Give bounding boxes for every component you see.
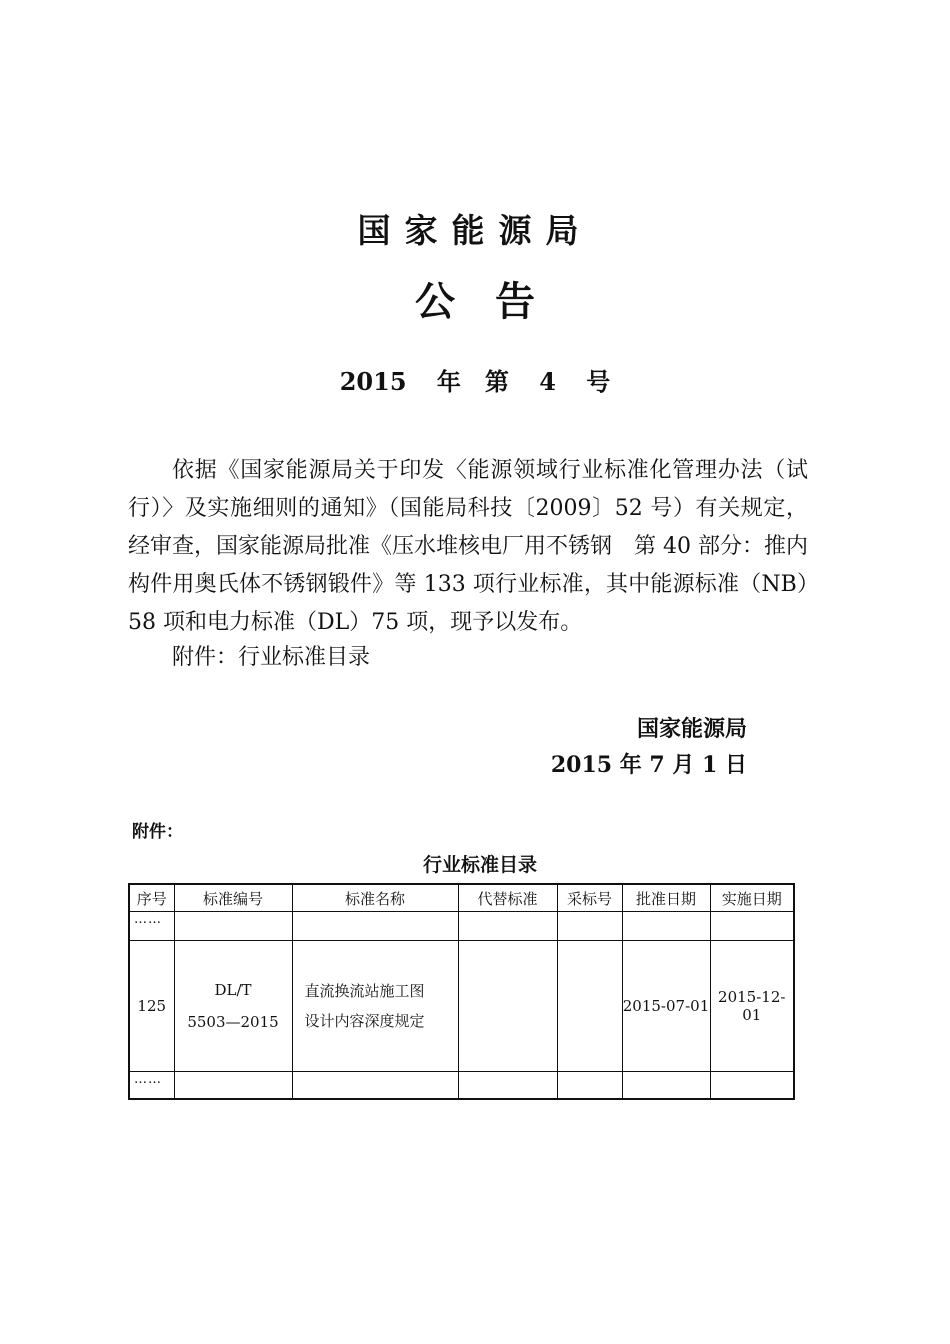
ellipsis-bottom: …… <box>129 1072 174 1100</box>
standards-table <box>128 883 795 1100</box>
row-code-line1: DL/T <box>214 981 252 999</box>
table-row <box>129 912 794 941</box>
signature-org: 国家能源局 <box>636 717 747 742</box>
row-code <box>174 941 292 1072</box>
body-paragraph: 依据《国家能源局关于印发〈能源领域行业标准化管理办法（试行）〉及实施细则的通知》（国能局科技〔2009〕52 号）有关规定，经审查，国家能源局批准《压水堆核电厂用不锈钢 第 40 部分：推内构件用奥氏体不锈钢锻件》等 133 项行业标准，其中能源标准（NB）58 项和电力标准（DL）75 项，现予以发布。 <box>128 458 808 635</box>
row-replaces <box>458 941 557 1072</box>
row-seq: 125 <box>129 941 174 1072</box>
col-name: 标准名称 <box>292 884 458 912</box>
row-name-line1: 直流换流站施工图 <box>304 982 425 1000</box>
signature-date: 2015 年 7 月 1 日 <box>550 752 747 778</box>
row-code-line2: 5503—2015 <box>187 1013 279 1031</box>
announcement-body <box>128 452 808 642</box>
row-adopted <box>557 941 622 1072</box>
announcement-title: 公告 <box>415 279 575 325</box>
attachment-note: 附件：行业标准目录 <box>172 645 371 670</box>
announcement-number: 2015 年 第 4 号 <box>339 367 611 396</box>
col-effective-date: 实施日期 <box>710 884 794 912</box>
row-effective-date: 2015-12-01 <box>710 941 794 1072</box>
col-adopted: 采标号 <box>557 884 622 912</box>
table-title: 行业标准目录 <box>422 854 537 876</box>
attachment-label: 附件： <box>132 822 183 842</box>
col-code: 标准编号 <box>174 884 292 912</box>
col-replaces: 代替标准 <box>458 884 557 912</box>
ellipsis-top: …… <box>129 912 174 941</box>
table-row <box>129 941 794 1072</box>
row-name-line2: 设计内容深度规定 <box>304 1012 425 1030</box>
table-row <box>129 1072 794 1100</box>
table-header-row <box>129 884 794 912</box>
row-name <box>292 941 458 1072</box>
col-approve-date: 批准日期 <box>622 884 710 912</box>
row-approve-date: 2015-07-01 <box>622 941 710 1072</box>
issuing-org: 国家能源局 <box>357 211 593 250</box>
col-seq: 序号 <box>129 884 174 912</box>
